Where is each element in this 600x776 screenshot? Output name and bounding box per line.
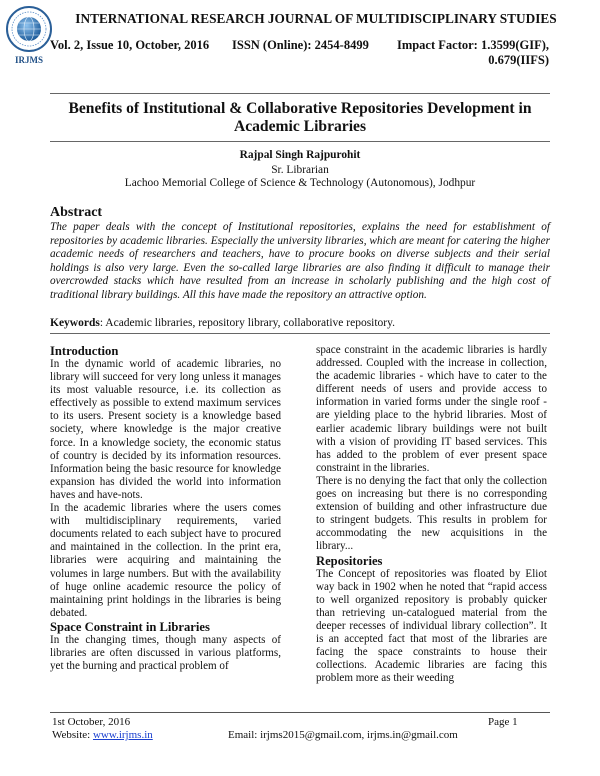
space-constraint-heading: Space Constraint in Libraries [50,619,210,634]
space-constraint-paragraph-2: There is no denying the fact that only the collection goes on increasing but there is no corresponding extension of building and other infrastructure due to stringent budgets. This results in problem for accommodating the new acquisitions in the library... [316,474,547,553]
page-number: Page 1 [488,716,518,728]
impact-factor: Impact Factor: 1.3599(GIF), 0.679(IIFS) [396,38,549,67]
footer-rule [50,712,550,713]
abstract-text: The paper deals with the concept of Institutional repositories, explains the need for establishment of repositories by academic libraries. Especially the university libraries, which are meant for catering the higher academic needs of researchers and teachers, have to procure books on diverse subjects and their serial holdings is also very large. Even the so-called large libraries are also finding it difficult to manage their overcrowded stacks which have resulted from an increase in scholarly publishing and the high cost of traditional library buildings. All this have made the repository an attractive option. [50,221,550,301]
introduction-paragraph-1: In the dynamic world of academic libraries, no library will succeed for very long unless it manages its most valuable resource, i.e. its collection as effectively as possible to extend maximum services to its users. Present society is a knowledge based society, where knowledge is the major creative force. In a knowledge society, the economic status of country is decided by its information resources. Information being the basic resource for knowledge expansion has divided the world into information haves and have-nots. [50,358,281,501]
keywords [50,316,550,330]
website-link[interactable]: www.irjms.in [92,729,153,741]
left-column [50,344,281,673]
keywords-text: : Academic libraries, repository library, collaborative repository. [99,317,396,329]
journal-title: INTERNATIONAL RESEARCH JOURNAL OF MULTIDISCIPLINARY STUDIES [75,11,557,26]
repositories-paragraph: The Concept of repositories was floated by Eliot way back in 1902 when he noted that “rapid access to well organized repository is probably quicker than retrieving un-catalogued material from the deeper recesses of individual library collection”. It is an accepted fact that most of the libraries are facing the space constraints to house their collections. Academic libraries are facing this problem more as their weeding [316,567,547,685]
footer-website [52,729,153,742]
volume-issue: Vol. 2, Issue 10, October, 2016 [50,38,210,52]
introduction-heading: Introduction [50,344,119,358]
journal-logo [4,5,54,67]
footer-date: 1st October, 2016 [52,716,131,728]
footer-email: Email: irjms2015@gmail.com, irjms.in@gmail.com [228,729,458,741]
space-constraint-paragraph: In the changing times, though many aspects of libraries are often discussed in various platforms, yet the burning and practical problem of [50,633,281,673]
right-column [316,344,547,685]
author-affiliation: Lachoo Memorial College of Science & Technology (Autonomous), Jodhpur [124,177,476,189]
issn: ISSN (Online): 2454-8499 [232,38,369,52]
header-rule-top [50,93,550,94]
logo-text: IRJMS [14,55,44,65]
introduction-paragraph-2: In the academic libraries where the users comes with multidisciplinary requirements, varied documents related to each subject have to procured and maintained in the collection. In the print era, libraries were acquiring and maintaining the volumes in large numbers. But with the availability of huge online academic resource the policy of maintaining print holdings in the libraries is being debated. [50,502,281,619]
abstract-rule [50,333,550,334]
abstract-heading: Abstract [50,205,103,220]
paper-title: Benefits of Institutional & Collaborative Repositories Development in Academic Libraries [68,100,532,135]
author-role: Sr. Librarian [271,164,329,176]
author-name: Rajpal Singh Rajpurohit [239,149,361,161]
website-label: Website: [52,729,93,741]
keywords-label: Keywords [50,317,100,329]
header-rule-bottom [50,141,550,142]
repositories-heading: Repositories [316,553,383,568]
space-constraint-continued: space constraint in the academic libraries is hardly addressed. Coupled with the increase in collection, the academic libraries - which have to cater to the different needs of users and provide access to information in varied forms under the single roof - are yielding place to the hybrid libraries. Most of earlier academic library buildings were not built with a vision of providing IT based services. This has added to the problem of ever present space constraint in the libraries. [316,344,547,474]
